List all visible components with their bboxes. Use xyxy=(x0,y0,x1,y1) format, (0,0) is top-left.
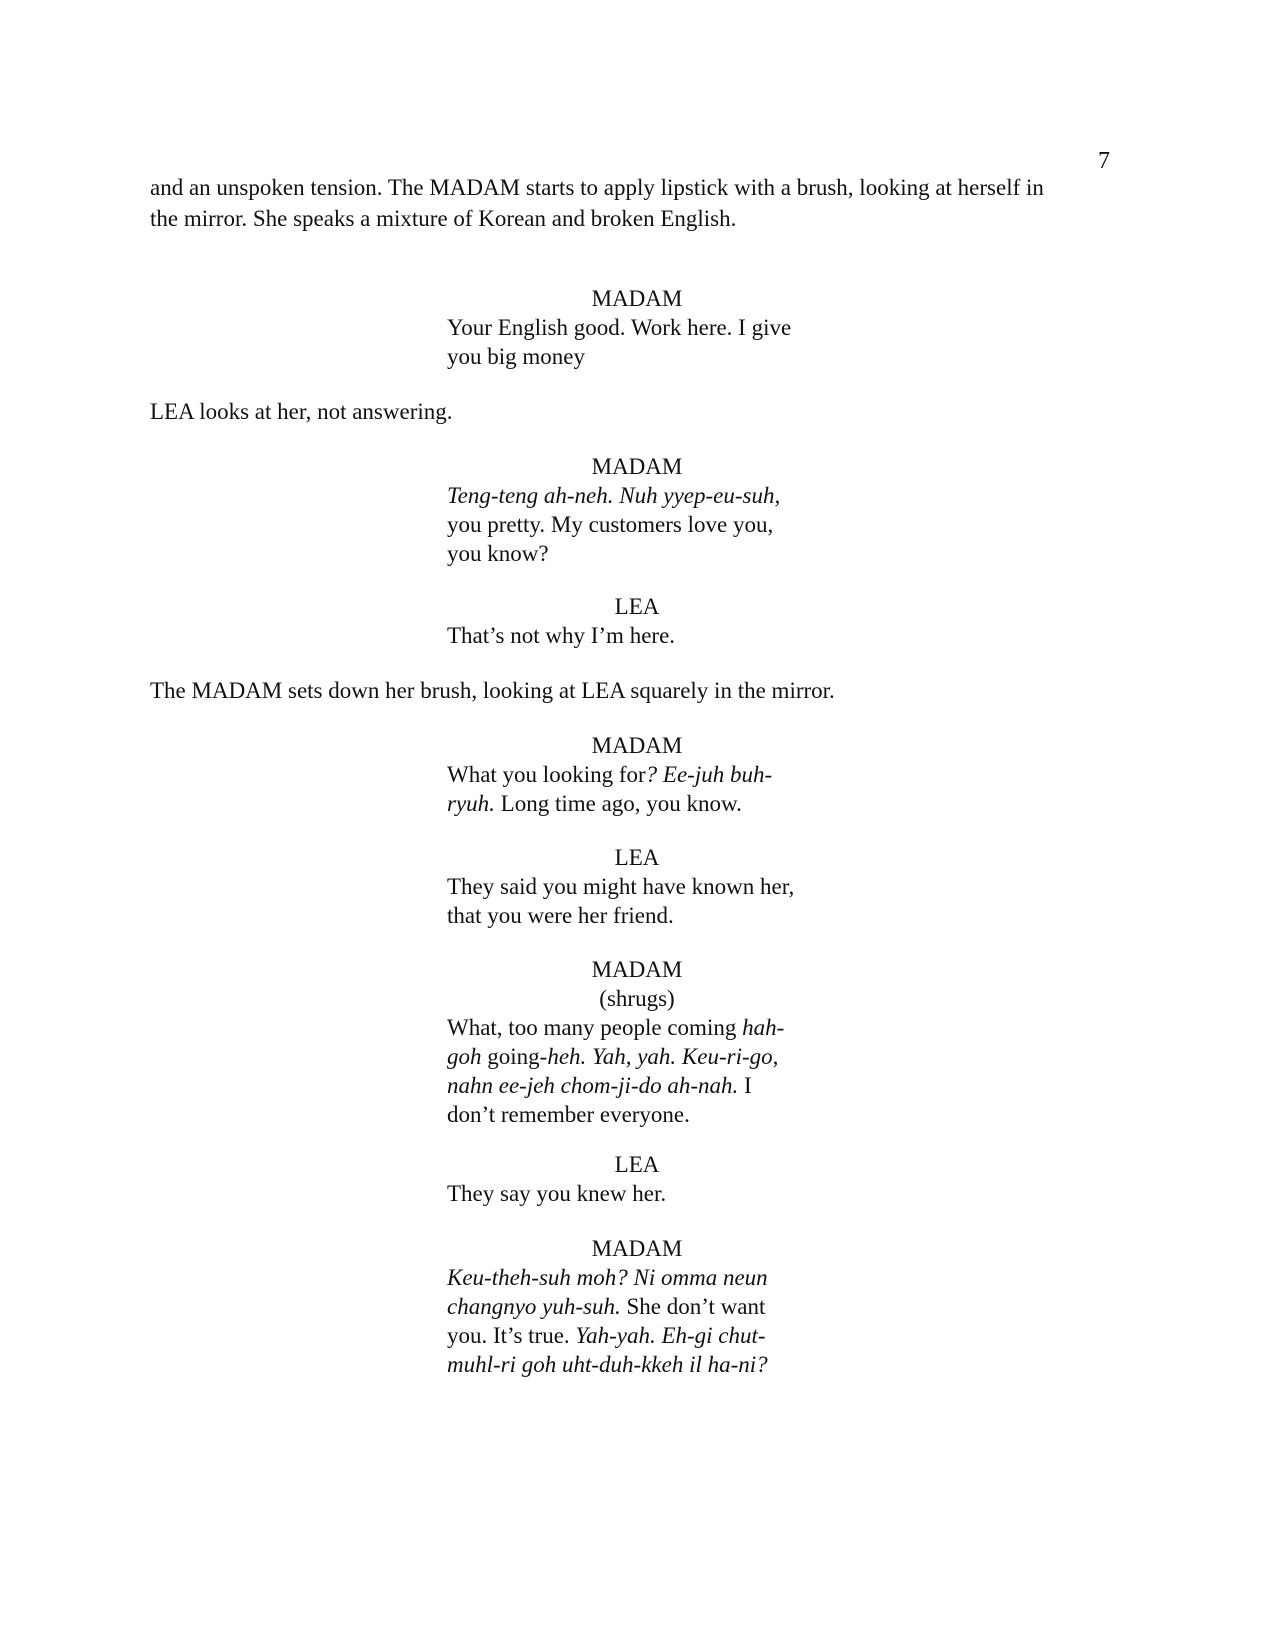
action-line: The MADAM sets down her brush, looking at LEA squarely in the mirror. xyxy=(150,678,835,703)
dialogue-text xyxy=(447,760,822,818)
korean-text: goh xyxy=(447,1044,482,1069)
dialogue-line xyxy=(447,1292,822,1321)
action-line: the mirror. She speaks a mixture of Korean and broken English. xyxy=(150,206,737,231)
dialogue-line: They say you knew her. xyxy=(447,1181,667,1206)
character-cue: MADAM xyxy=(591,733,683,758)
english-text: What you looking for xyxy=(447,762,646,787)
korean-text: ryuh. xyxy=(447,791,495,816)
character-cue: LEA xyxy=(614,845,660,870)
dialogue-line: That’s not why I’m here. xyxy=(447,623,676,648)
dialogue-text xyxy=(447,481,822,568)
dialogue-line: you know? xyxy=(447,541,549,566)
dialogue-line xyxy=(447,1013,822,1042)
dialogue-line xyxy=(447,760,822,789)
korean-text: ? Ee-juh buh- xyxy=(645,762,773,787)
dialogue-block-3 xyxy=(447,592,837,650)
action-paragraph-2 xyxy=(150,396,1140,427)
dialogue-block-6 xyxy=(447,955,837,1129)
korean-text: changnyo yuh-suh. xyxy=(447,1294,621,1319)
dialogue-block-4 xyxy=(447,731,837,818)
english-text: What, too many people coming xyxy=(447,1015,743,1040)
action-line: and an unspoken tension. The MADAM starts to apply lipstick with a brush, looking at herself in xyxy=(150,175,1044,200)
dialogue-line xyxy=(447,1071,822,1100)
dialogue-text xyxy=(447,621,822,650)
dialogue-text xyxy=(447,1013,822,1129)
character-cue: LEA xyxy=(614,1152,660,1177)
dialogue-line: you big money xyxy=(447,344,585,369)
character-cue: LEA xyxy=(614,594,660,619)
dialogue-line xyxy=(447,789,822,818)
english-text: you. It’s true. xyxy=(447,1323,576,1348)
dialogue-block-2 xyxy=(447,452,837,568)
dialogue-line xyxy=(447,1042,822,1071)
dialogue-line xyxy=(447,1263,822,1292)
character-cue: MADAM xyxy=(591,286,683,311)
dialogue-line xyxy=(447,481,822,510)
dialogue-line: don’t remember everyone. xyxy=(447,1102,690,1127)
dialogue-block-1 xyxy=(447,284,837,371)
dialogue-block-7 xyxy=(447,1150,837,1208)
dialogue-block-5 xyxy=(447,843,837,930)
page-number: 7 xyxy=(1098,148,1110,174)
character-cue: MADAM xyxy=(591,957,683,982)
korean-text: hah- xyxy=(742,1015,785,1040)
english-text: I xyxy=(738,1073,752,1098)
english-text: Long time ago, you know. xyxy=(494,791,742,816)
parenthetical: (shrugs) xyxy=(599,986,675,1011)
dialogue-line: Your English good. Work here. I give xyxy=(447,315,792,340)
korean-text: muhl-ri goh uht-duh-kkeh il ha-ni? xyxy=(447,1352,768,1377)
dialogue-line xyxy=(447,1350,822,1379)
korean-text: Keu-theh-suh moh? Ni omma neun xyxy=(447,1265,768,1290)
action-line: LEA looks at her, not answering. xyxy=(150,399,453,424)
action-paragraph-3 xyxy=(150,675,1140,706)
dialogue-text xyxy=(447,872,822,930)
dialogue-text xyxy=(447,1263,822,1379)
dialogue-line: They said you might have known her, xyxy=(447,874,795,899)
character-cue: MADAM xyxy=(591,454,683,479)
dialogue-line: you pretty. My customers love you, xyxy=(447,512,774,537)
dialogue-line: that you were her friend. xyxy=(447,903,674,928)
character-cue: MADAM xyxy=(591,1236,683,1261)
dialogue-line xyxy=(447,1321,822,1350)
korean-text: heh. Yah, yah. Keu-ri-go, xyxy=(547,1044,779,1069)
korean-text: Yah-yah. Eh-gi chut- xyxy=(575,1323,766,1348)
dialogue-text xyxy=(447,1179,822,1208)
korean-text: nahn ee-jeh chom-ji-do ah-nah. xyxy=(447,1073,739,1098)
action-paragraph-1 xyxy=(150,172,1140,234)
dialogue-text xyxy=(447,313,822,371)
dialogue-block-8 xyxy=(447,1234,837,1379)
english-text: She don’t want xyxy=(620,1294,766,1319)
korean-text: Teng-teng ah-neh. Nuh yyep-eu-suh, xyxy=(447,483,781,508)
english-text: going- xyxy=(481,1044,548,1069)
